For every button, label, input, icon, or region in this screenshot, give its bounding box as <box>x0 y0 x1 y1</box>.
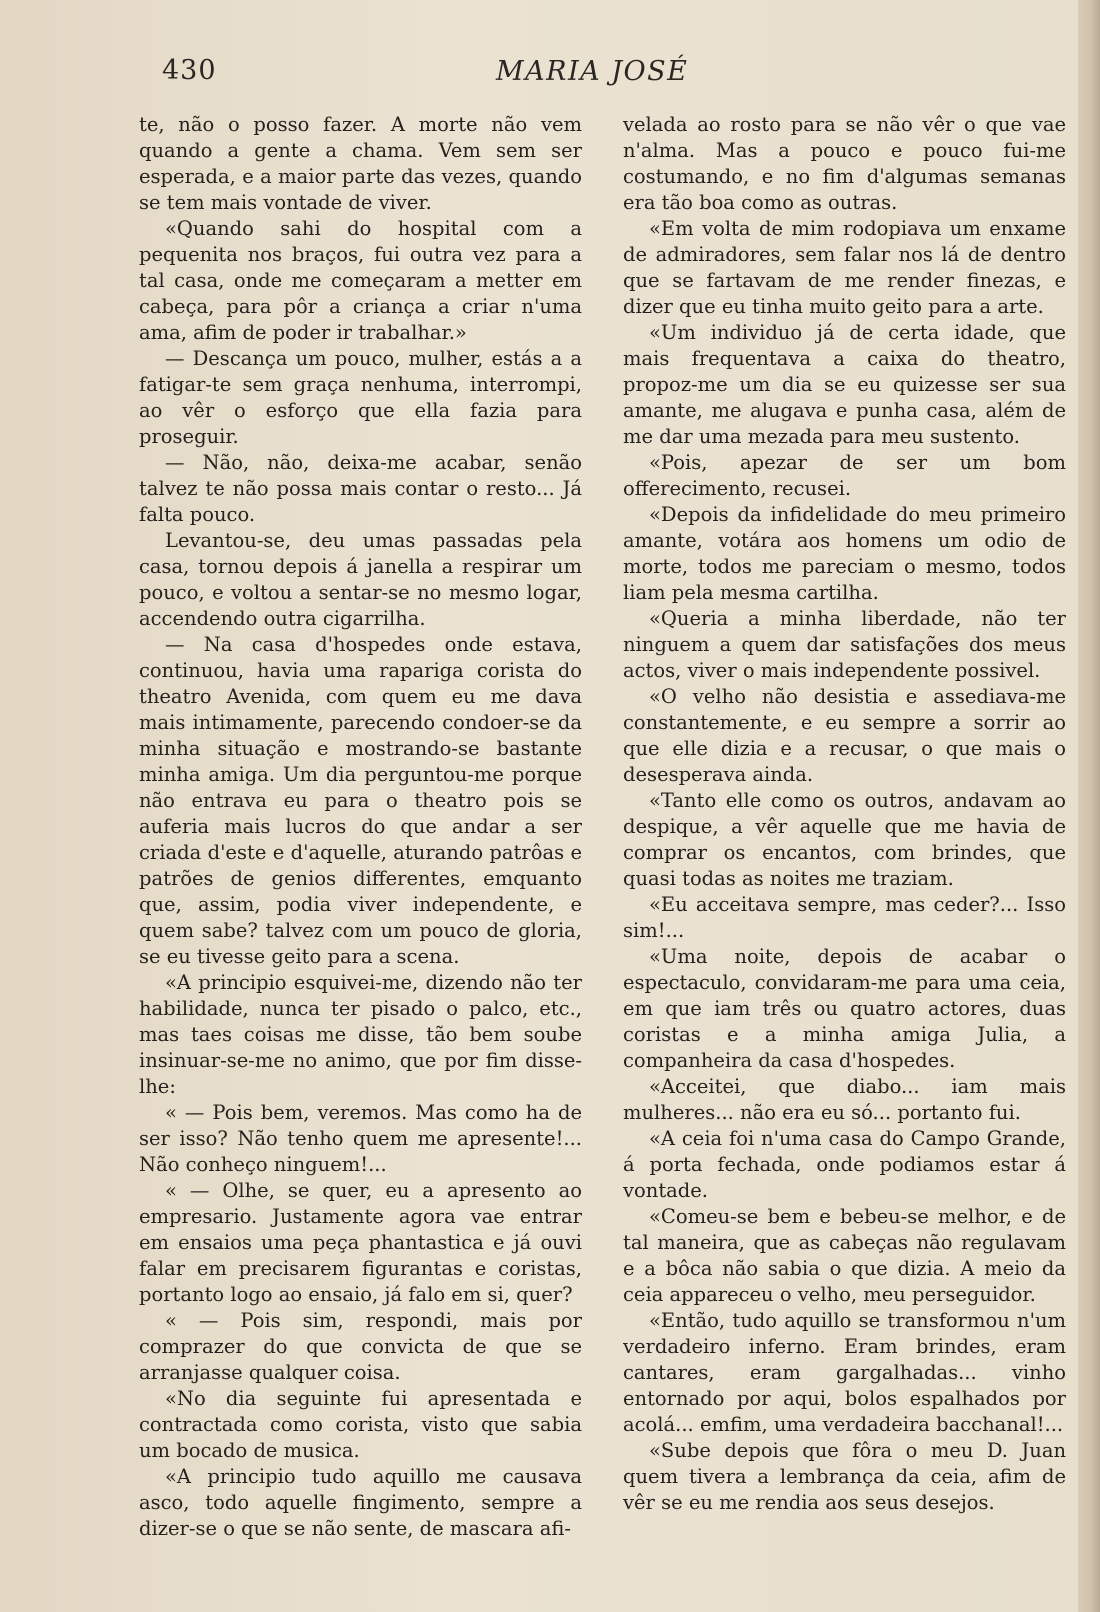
paragraph: «Eu acceitava sempre, mas ceder?... Isso sim!... <box>623 893 1066 942</box>
paragraph: «Uma noite, depois de acabar o espectaculo, convidaram-me para uma ceia, em que iam três ou quatro actores, duas coristas e a minha amiga Julia, a companheira da casa d'hospedes. <box>623 945 1066 1072</box>
left-column <box>139 112 582 1542</box>
paragraph: «Em volta de mim rodopiava um enxame de admiradores, sem falar nos lá de dentro que se fartavam de me render finezas, e dizer que eu tinha muito geito para a arte. <box>623 217 1066 318</box>
paragraph: — Descança um pouco, mulher, estás a a fatigar-te sem graça nenhuma, interrompi, ao vêr o esforço que ella fazia para proseguir. <box>139 347 582 448</box>
paragraph: «No dia seguinte fui apresentada e contractada como corista, visto que sabia um bocado de musica. <box>139 1387 582 1462</box>
page-edge <box>1078 0 1100 1612</box>
paragraph: «Acceitei, que diabo... iam mais mulheres... não era eu só... portanto fui. <box>623 1075 1066 1124</box>
paragraph: « — Pois bem, veremos. Mas como ha de ser isso? Não tenho quem me apresente!... Não conheço ninguem!... <box>139 1101 582 1176</box>
paragraph: velada ao rosto para se não vêr o que vae n'alma. Mas a pouco e pouco fui-me costumando, e no fim d'algumas semanas era tão boa como as outras. <box>623 113 1066 214</box>
paragraph: «Depois da infidelidade do meu primeiro amante, votára aos homens um odio de morte, todos me pareciam o mesmo, todos liam pela mesma cartilha. <box>623 503 1066 604</box>
running-head: MARIA JOSÉ <box>496 56 689 87</box>
paragraph: «Pois, apezar de ser um bom offerecimento, recusei. <box>623 451 1066 500</box>
paragraph: «A principio esquivei-me, dizendo não ter habilidade, nunca ter pisado o palco, etc., mas taes coisas me disse, tão bem soube insinuar-se-me no animo, que por fim disse-lhe: <box>139 971 582 1098</box>
paragraph: «Um individuo já de certa idade, que mais frequentava a caixa do theatro, propoz-me um dia se eu quizesse ser sua amante, me alugava e punha casa, além de me dar uma mezada para meu sustento. <box>623 321 1066 448</box>
paragraph: «Quando sahi do hospital com a pequenita nos braços, fui outra vez para a tal casa, onde me começaram a metter em cabeça, para pôr a criança a criar n'uma ama, afim de poder ir trabalhar.» <box>139 217 582 344</box>
paragraph: «A principio tudo aquillo me causava asco, todo aquelle fingimento, sempre a dizer-se o que se não sente, de mascara afi- <box>139 1465 582 1540</box>
right-column <box>623 112 1066 1516</box>
paragraph: «Comeu-se bem e bebeu-se melhor, e de tal maneira, que as cabeças não regulavam e a bôca não sabia o que dizia. A meio da ceia appareceu o velho, meu perseguidor. <box>623 1205 1066 1306</box>
paragraph: «Tanto elle como os outros, andavam ao despique, a vêr aquelle que me havia de comprar os encantos, com brindes, que quasi todas as noites me traziam. <box>623 789 1066 890</box>
paragraph: «Então, tudo aquillo se transformou n'um verdadeiro inferno. Eram brindes, eram cantares, eram gargalhadas... vinho entornado por aqui, bolos espalhados por acolá... emfim, uma verdadeira bacchanal!... <box>623 1309 1066 1436</box>
paragraph: te, não o posso fazer. A morte não vem quando a gente a chama. Vem sem ser esperada, e a maior parte das vezes, quando se tem mais vontade de viver. <box>139 113 582 214</box>
paragraph: « — Olhe, se quer, eu a apresento ao empresario. Justamente agora vae entrar em ensaios uma peça phantastica e já ouvi falar em precisarem figurantas e coristas, portanto logo ao ensaio, já falo em si, quer? <box>139 1179 582 1306</box>
paragraph: Levantou-se, deu umas passadas pela casa, tornou depois á janella a respirar um pouco, e voltou a sentar-se no mesmo logar, accendendo outra cigarrilha. <box>139 529 582 630</box>
paragraph: «O velho não desistia e assediava-me constantemente, e eu sempre a sorrir ao que elle dizia e a recusar, o que mais o desesperava ainda. <box>623 685 1066 786</box>
paragraph: « — Pois sim, respondi, mais por comprazer do que convicta de que se arranjasse qualquer coisa. <box>139 1309 582 1384</box>
paragraph: «Sube depois que fôra o meu D. Juan quem tivera a lembrança da ceia, afim de vêr se eu me rendia aos seus desejos. <box>623 1439 1066 1514</box>
page-number: 430 <box>162 55 217 86</box>
paragraph: «A ceia foi n'uma casa do Campo Grande, á porta fechada, onde podiamos estar á vontade. <box>623 1127 1066 1202</box>
paragraph: «Queria a minha liberdade, não ter ninguem a quem dar satisfações dos meus actos, viver o mais independente possivel. <box>623 607 1066 682</box>
paragraph: — Não, não, deixa-me acabar, senão talvez te não possa mais contar o resto... Já falta pouco. <box>139 451 582 526</box>
paragraph: — Na casa d'hospedes onde estava, continuou, havia uma rapariga corista do theatro Avenida, com quem eu me dava mais intimamente, parecendo condoer-se da minha situação e mostrando-se bastante minha amiga. Um dia perguntou-me porque não entrava eu para o theatro pois se auferia mais lucros do que andar a ser criada d'este e d'aquelle, aturando patrôas e patrões de genios differentes, emquanto que, assim, podia viver independente, e quem sabe? talvez com um pouco de gloria, se eu tivesse geito para a scena. <box>139 633 582 968</box>
